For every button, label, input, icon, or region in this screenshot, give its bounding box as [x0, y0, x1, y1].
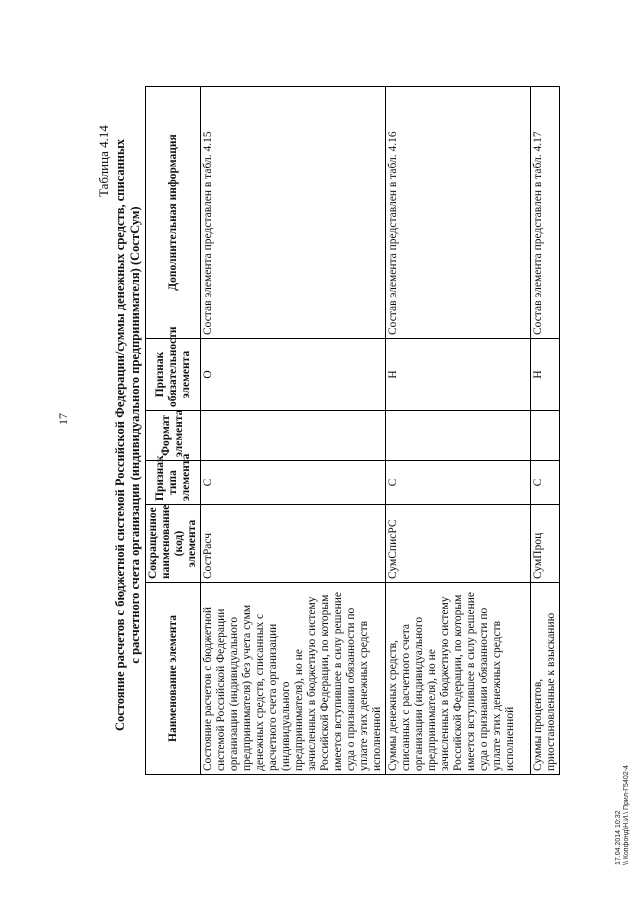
- elements-table: [145, 86, 560, 775]
- cell-element-type: С: [201, 461, 386, 505]
- cell-element-format: [386, 411, 531, 461]
- header-element-type: Признак типа элемента: [146, 461, 201, 505]
- cell-element-code: СостРасч: [201, 505, 386, 583]
- cell-element-format: [201, 411, 386, 461]
- cell-element-code: СумПроц: [531, 505, 560, 583]
- cell-additional-info: Состав элемента представлен в табл. 4.16: [386, 87, 531, 339]
- cell-additional-info: Состав элемента представлен в табл. 4.17: [531, 87, 560, 339]
- cell-element-required: Н: [386, 339, 531, 411]
- cell-element-type: С: [531, 461, 560, 505]
- header-additional-info: Дополнительная информация: [146, 87, 201, 339]
- table-title: Состояние расчетов с бюджетной системой Российской Федерации/суммы денежных средств, списанных с расчетного счета организации (индивидуального предпринимателя) (СостСум): [113, 138, 142, 732]
- table-row: [531, 87, 560, 775]
- cell-element-name: Суммы процентов, приостановленные к взысканию: [531, 583, 560, 775]
- cell-element-required: О: [201, 339, 386, 411]
- cell-element-type: С: [386, 461, 531, 505]
- cell-additional-info: Состав элемента представлен в табл. 4.15: [201, 87, 386, 339]
- cell-element-name: Суммы денежных средств, списанных с расчетного счета организации (индивидуального предпринимателя), но не зачисленных в бюджетную систему Российской Федерации, по которым имеется вступившее в силу решение суда о признании обязанности по уплате этих денежных средств исполненной: [386, 583, 531, 775]
- header-element-code: Сокращенное наименование (код) элемента: [146, 505, 201, 583]
- cell-element-name: Состояние расчетов с бюджетной системой Российской Федерации организации (индивидуального предпринимателя) без учета сумм денежных средств, списанных с расчетного счета организации (индивидуального предпринимателя), но не зачисленных в бюджетную систему Российской Федерации, по которым имеется вступившее в силу решение суда о признании обязанности по уплате этих денежных средств исполненной: [201, 583, 386, 775]
- cell-element-format: [531, 411, 560, 461]
- table-header-row: [146, 87, 201, 775]
- cell-element-code: СумСписРС: [386, 505, 531, 583]
- footer-path: \\ Копфонд\Н.И.\ Прил-Г5402-4: [623, 765, 630, 865]
- footer-timestamp: 17.04.2014 10:32: [615, 810, 622, 865]
- page-number: 17: [56, 413, 70, 425]
- header-element-name: Наименование элемента: [146, 583, 201, 775]
- header-element-format: Формат элемента: [146, 411, 201, 461]
- print-footer: [615, 765, 631, 865]
- table-label: Таблица 4.14: [96, 125, 111, 197]
- header-element-required: Признак обязательности элемента: [146, 339, 201, 411]
- cell-element-required: Н: [531, 339, 560, 411]
- table-row: [201, 87, 386, 775]
- table-row: [386, 87, 531, 775]
